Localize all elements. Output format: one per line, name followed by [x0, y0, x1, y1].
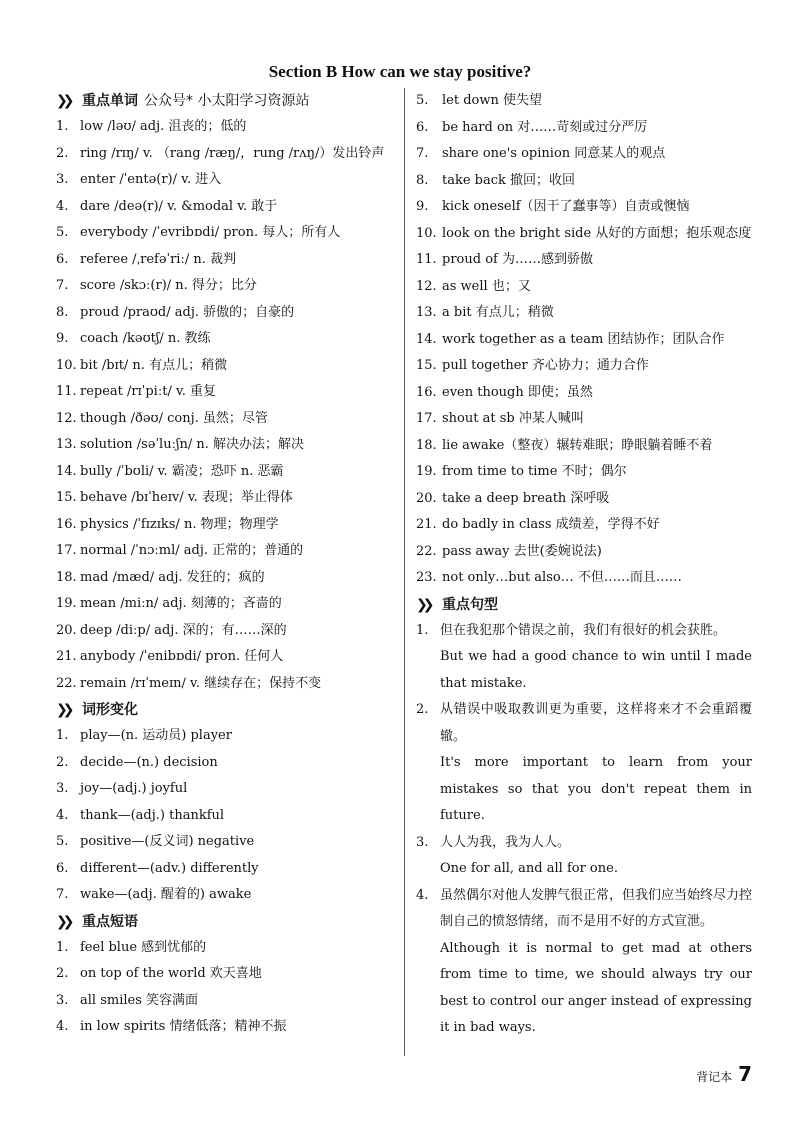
item-number: 3.	[56, 781, 69, 796]
sentence-english: One for all, and all for one.	[440, 861, 618, 876]
item-text: all smiles 笑容满面	[80, 992, 199, 1008]
list-item	[416, 433, 752, 460]
list-item	[56, 273, 396, 300]
sentence-number: 1.	[416, 622, 429, 638]
item-number: 4.	[56, 1019, 69, 1034]
item-text: anybody /ˈenibɒdi/ pron. 任何人	[80, 649, 284, 664]
item-number: 1.	[56, 728, 69, 743]
item-number: 13.	[56, 437, 77, 452]
item-number: 15.	[56, 490, 77, 505]
item-number: 22.	[56, 675, 77, 691]
item-number: 10.	[56, 357, 77, 373]
item-number: 8.	[56, 304, 69, 320]
page-number: 7	[738, 1062, 752, 1086]
list-item	[56, 988, 396, 1015]
list-item	[416, 247, 752, 274]
item-text: behave /bɪˈheɪv/ v. 表现；举止得体	[80, 490, 293, 505]
item-text: do badly in class 成绩差，学得不好	[442, 517, 660, 532]
list-item	[416, 274, 752, 301]
item-text: shout at sb 冲某人喊叫	[442, 411, 584, 426]
item-text: deep /diːp/ adj. 深的；有……深的	[80, 622, 287, 638]
item-text: play—(n. 运动员) player	[80, 728, 232, 743]
item-number: 19.	[416, 464, 437, 479]
page-title: Section B How can we stay positive?	[268, 62, 532, 81]
item-text: be hard on 对……苛刻或过分严厉	[442, 119, 648, 135]
sentence-number: 2.	[416, 702, 429, 717]
list-item	[416, 486, 752, 513]
item-text: even though 即使；虽然	[442, 384, 593, 400]
item-number: 7.	[56, 278, 69, 293]
sentence-item	[416, 697, 752, 830]
item-text: lie awake（整夜）辗转难眠；睁眼躺着睡不着	[442, 437, 713, 453]
item-number: 13.	[416, 305, 437, 320]
item-number: 4.	[56, 198, 69, 214]
list-item	[56, 220, 396, 247]
list-item	[56, 935, 396, 962]
item-text: a bit 有点儿；稍微	[442, 305, 554, 320]
item-number: 2.	[56, 966, 69, 981]
item-number: 5.	[416, 93, 429, 108]
list-item	[56, 194, 396, 221]
list-item	[56, 750, 396, 777]
item-number: 18.	[416, 437, 437, 453]
list-item	[416, 168, 752, 195]
list-item	[56, 644, 396, 671]
item-number: 3.	[56, 172, 69, 187]
item-text: bully /ˈbʊli/ v. 霸凌；恐吓 n. 恶霸	[80, 463, 284, 479]
sentences-list	[416, 618, 752, 1042]
item-number: 16.	[56, 516, 77, 532]
item-number: 10.	[416, 225, 437, 241]
item-number: 16.	[416, 384, 437, 400]
item-text: as well 也；又	[442, 278, 531, 294]
left-column	[56, 88, 396, 1041]
list-item	[56, 379, 396, 406]
list-item	[416, 459, 752, 486]
page-footer	[696, 1062, 752, 1086]
list-item	[416, 115, 752, 142]
item-number: 7.	[56, 887, 69, 902]
list-item	[56, 326, 396, 353]
item-number: 21.	[416, 517, 437, 532]
list-item	[56, 432, 396, 459]
list-item	[56, 485, 396, 512]
item-number: 3.	[56, 992, 69, 1008]
item-text: on top of the world 欢天喜地	[80, 966, 262, 981]
phrases-heading: ❯❯ 重点短语	[56, 909, 396, 935]
item-text: coach /kəʊtʃ/ n. 教练	[80, 331, 211, 346]
item-text: score /skɔː(r)/ n. 得分；比分	[80, 278, 257, 293]
sentence-number: 4.	[416, 887, 429, 903]
list-item	[56, 829, 396, 856]
column-divider	[404, 88, 405, 1056]
list-item	[416, 141, 752, 168]
item-text: wake—(adj. 醒着的) awake	[80, 887, 252, 902]
list-item	[416, 327, 752, 354]
list-item	[56, 961, 396, 988]
wordforms-list	[56, 723, 396, 909]
list-item	[56, 300, 396, 327]
item-text: in low spirits 情绪低落；精神不振	[80, 1019, 287, 1034]
list-item	[56, 856, 396, 883]
item-text: take back 撤回；收回	[442, 172, 576, 188]
item-number: 6.	[56, 251, 69, 267]
list-item	[56, 353, 396, 380]
item-number: 15.	[416, 358, 437, 373]
list-item	[56, 882, 396, 909]
item-text: physics /ˈfɪzɪks/ n. 物理；物理学	[80, 516, 279, 532]
item-number: 17.	[416, 411, 437, 426]
item-text: different—(adv.) differently	[80, 860, 259, 876]
double-chevron-icon: ❯❯	[56, 913, 70, 930]
item-text: proud of 为……感到骄傲	[442, 252, 593, 267]
list-item	[416, 300, 752, 327]
list-item	[56, 1014, 396, 1041]
item-text: remain /rɪˈmeɪn/ v. 继续存在；保持不变	[80, 675, 322, 691]
watermark-text: 公众号* 小太阳学习资源站	[144, 93, 310, 109]
list-item	[416, 512, 752, 539]
item-text: pull together 齐心协力；通力合作	[442, 358, 649, 373]
list-item	[416, 353, 752, 380]
item-number: 20.	[416, 490, 437, 506]
item-number: 1.	[56, 939, 69, 955]
list-item	[56, 618, 396, 645]
item-text: thank—(adj.) thankful	[80, 807, 225, 823]
item-text: mean /miːn/ adj. 刻薄的；吝啬的	[80, 596, 282, 611]
double-chevron-icon: ❯❯	[416, 596, 430, 613]
sentences-heading: ❯❯ 重点句型	[416, 592, 752, 618]
item-number: 5.	[56, 225, 69, 240]
item-text: solution /səˈluːʃn/ n. 解决办法；解决	[80, 437, 305, 452]
item-text: let down 使失望	[442, 93, 542, 108]
list-item	[56, 459, 396, 486]
phrases-list-left	[56, 935, 396, 1041]
list-item	[56, 114, 396, 141]
item-text: share one's opinion 同意某人的观点	[442, 146, 666, 161]
item-text: dare /deə(r)/ v. &modal v. 敢于	[80, 198, 278, 214]
item-number: 6.	[56, 860, 69, 876]
vocab-heading: ❯❯ 重点单词 公众号* 小太阳学习资源站	[56, 88, 396, 114]
sentence-chinese: 从错误中吸取教训更为重要，这样将来才不会重蹈覆辙。	[440, 702, 752, 744]
sentence-chinese: 虽然偶尔对他人发脾气很正常，但我们应当始终尽力控制自己的愤怒情绪，而不是用不好的方式宣泄。	[440, 887, 753, 929]
list-item	[416, 88, 752, 115]
item-text: from time to time 不时；偶尔	[442, 464, 627, 479]
item-text: not only…but also… 不但……而且……	[442, 570, 682, 585]
item-text: referee /ˌrefəˈriː/ n. 裁判	[80, 251, 236, 267]
item-text: look on the bright side 从好的方面想；抱乐观态度	[442, 225, 752, 241]
item-number: 2.	[56, 754, 69, 770]
item-text: decide—(n.) decision	[80, 754, 218, 770]
item-text: pass away 去世(委婉说法)	[442, 543, 602, 559]
list-item	[56, 141, 396, 168]
list-item	[56, 776, 396, 803]
item-number: 5.	[56, 834, 69, 849]
item-number: 14.	[416, 331, 437, 347]
list-item	[56, 803, 396, 830]
sentence-item	[416, 883, 752, 1042]
item-number: 20.	[56, 622, 77, 638]
wordforms-heading: ❯❯ 词形变化	[56, 697, 396, 723]
list-item	[56, 247, 396, 274]
item-text: normal /ˈnɔːml/ adj. 正常的；普通的	[80, 543, 304, 558]
item-text: proud /praʊd/ adj. 骄傲的；自豪的	[80, 304, 295, 320]
item-text: kick oneself（因干了蠢事等）自责或懊恼	[442, 199, 690, 214]
right-column	[416, 88, 752, 1042]
item-number: 12.	[56, 410, 77, 426]
list-item	[416, 406, 752, 433]
item-number: 18.	[56, 569, 77, 585]
item-number: 9.	[56, 331, 69, 346]
item-text: repeat /rɪˈpiːt/ v. 重复	[80, 384, 217, 399]
list-item	[56, 591, 396, 618]
item-text: positive—(反义词) negative	[80, 834, 255, 849]
item-text: bit /bɪt/ n. 有点儿；稍微	[80, 357, 228, 373]
item-number: 1.	[56, 119, 69, 134]
sentence-item	[416, 618, 752, 698]
item-text: ring /rɪŋ/ v. （rang /ræŋ/，rung /rʌŋ/）发出铃声	[80, 145, 385, 161]
item-number: 9.	[416, 199, 429, 214]
sentence-english: Although it is normal to get mad at others from time to time, we should always try our best to control our anger instead of expressing it in bad ways.	[440, 940, 752, 1035]
item-number: 8.	[416, 172, 429, 188]
list-item	[56, 671, 396, 698]
item-number: 14.	[56, 463, 77, 479]
list-item	[416, 380, 752, 407]
item-text: feel blue 感到忧郁的	[80, 939, 207, 955]
item-text: everybody /ˈevribɒdi/ pron. 每人；所有人	[80, 225, 341, 240]
item-text: joy—(adj.) joyful	[80, 781, 188, 796]
item-number: 22.	[416, 543, 437, 559]
item-number: 11.	[416, 252, 437, 267]
list-item	[416, 539, 752, 566]
item-text: take a deep breath 深呼吸	[442, 490, 610, 506]
sentence-item	[416, 830, 752, 883]
list-item	[56, 723, 396, 750]
item-number: 7.	[416, 146, 429, 161]
double-chevron-icon: ❯❯	[56, 702, 70, 718]
item-text: enter /ˈentə(r)/ v. 进入	[80, 172, 222, 187]
list-item	[416, 194, 752, 221]
sentence-chinese: 但在我犯那个错误之前，我们有很好的机会获胜。	[440, 622, 727, 638]
list-item	[56, 406, 396, 433]
item-number: 6.	[416, 119, 429, 135]
list-item	[56, 538, 396, 565]
list-item	[56, 512, 396, 539]
item-text: work together as a team 团结协作；团队合作	[442, 331, 725, 347]
phrases-list-right	[416, 88, 752, 592]
item-number: 2.	[56, 145, 69, 161]
sentence-english: It's more important to learn from your mistakes so that you don't repeat them in future.	[440, 755, 752, 823]
item-number: 19.	[56, 596, 77, 611]
sentence-chinese: 人人为我，我为人人。	[440, 834, 571, 850]
item-text: mad /mæd/ adj. 发狂的；疯的	[80, 569, 265, 585]
item-text: though /ðəʊ/ conj. 虽然；尽管	[80, 410, 268, 426]
list-item	[56, 167, 396, 194]
list-item	[416, 221, 752, 248]
list-item	[416, 565, 752, 592]
footer-label: 背记本	[696, 1070, 733, 1084]
item-number: 4.	[56, 807, 69, 823]
item-number: 11.	[56, 384, 77, 399]
sentence-number: 3.	[416, 834, 429, 850]
list-item	[56, 565, 396, 592]
item-number: 17.	[56, 543, 77, 558]
double-chevron-icon: ❯❯	[56, 93, 70, 109]
item-number: 21.	[56, 649, 77, 664]
item-number: 12.	[416, 278, 437, 294]
item-text: low /ləʊ/ adj. 沮丧的；低的	[80, 119, 247, 134]
vocab-list	[56, 114, 396, 697]
item-number: 23.	[416, 570, 437, 585]
sentence-english: But we had a good chance to win until I made that mistake.	[440, 649, 752, 691]
